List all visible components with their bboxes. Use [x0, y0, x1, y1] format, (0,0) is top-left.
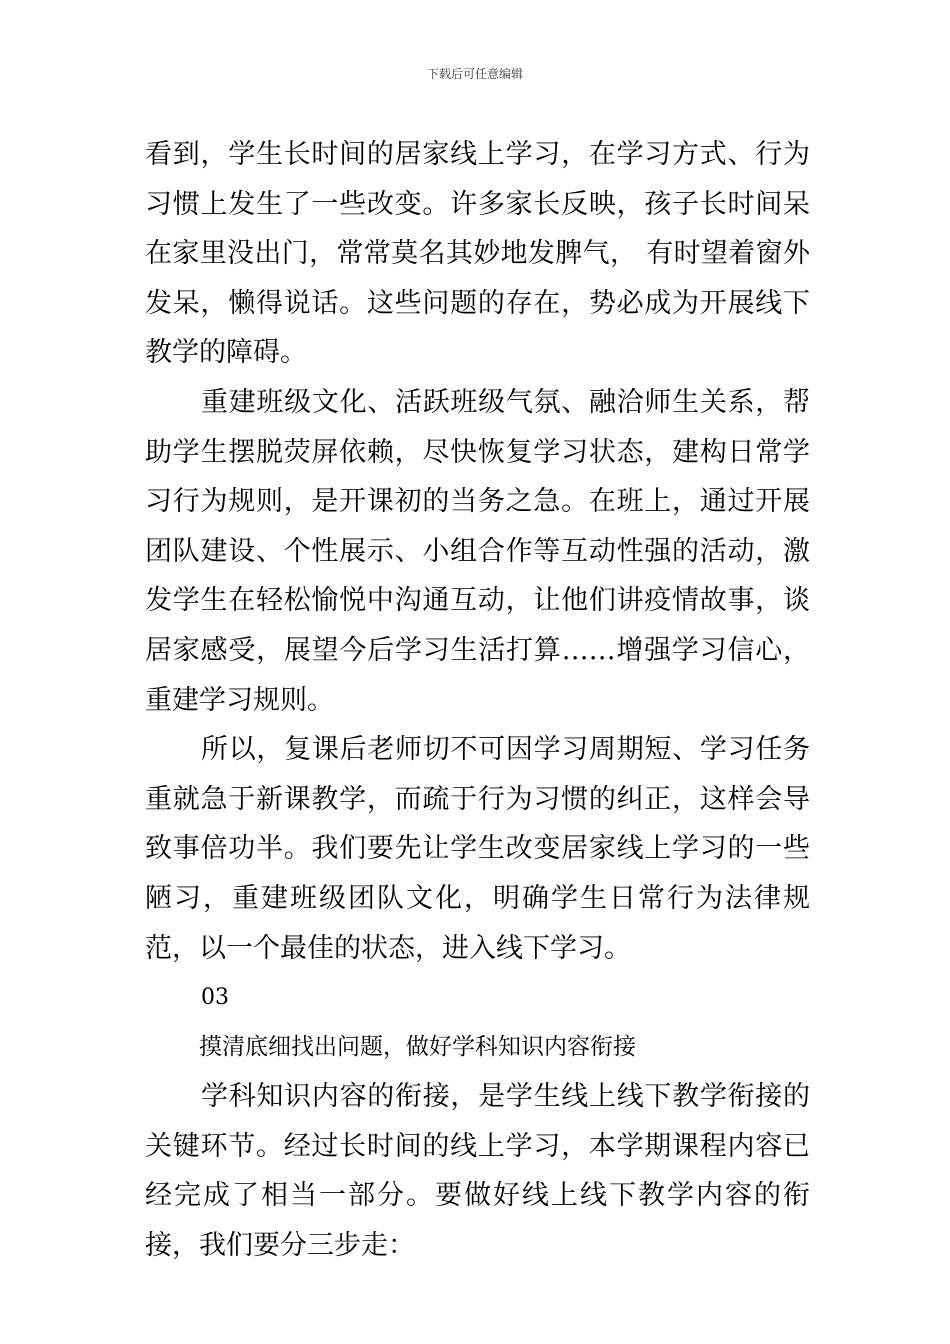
header-note: 下载后可任意编辑 — [426, 67, 523, 81]
section-heading: 摸清底细找出问题，做好学科知识内容衔接 — [199, 1033, 636, 1060]
paragraph-3: 所以，复课后老师切不可因学习周期短、学习任务重就急于新课教学，而疏于行为习惯的纠正，这样会导致事倍功半。我们要先让学生改变居家线上学习的一些陋习，重建班级团队文化，明确学生日常行为法律规范，以一个最佳的状态，进入线下学习。 — [145, 734, 810, 964]
paragraph-4: 学科知识内容的衔接，是学生线上线下教学衔接的关键环节。经过长时间的线上学习，本学期课程内容已经完成了相当一部分。要做好线上线下教学内容的衔接，我们要分三步走： — [145, 1081, 810, 1262]
paragraph-1: 看到，学生长时间的居家线上学习，在学习方式、行为习惯上发生了一些改变。许多家长反映，孩子长时间呆在家里没出门，常常莫名其妙地发脾气， 有时望着窗外发呆，懒得说话。这些问题的存在，势必成为开展线下教学的障碍。 — [145, 139, 810, 369]
section-number: 03 — [201, 985, 229, 1011]
document-body — [145, 130, 810, 1271]
paragraph-2: 重建班级文化、活跃班级气氛、融洽师生关系，帮助学生摆脱荧屏依赖，尽快恢复学习状态，建构日常学习行为规则，是开课初的当务之急。在班上，通过开展团队建设、个性展示、小组合作等互动性强的活动，激发学生在轻松愉悦中沟通互动，让他们讲疫情故事，谈居家感受，展望今后学习生活打算……增强学习信心，重建学习规则。 — [145, 386, 810, 716]
